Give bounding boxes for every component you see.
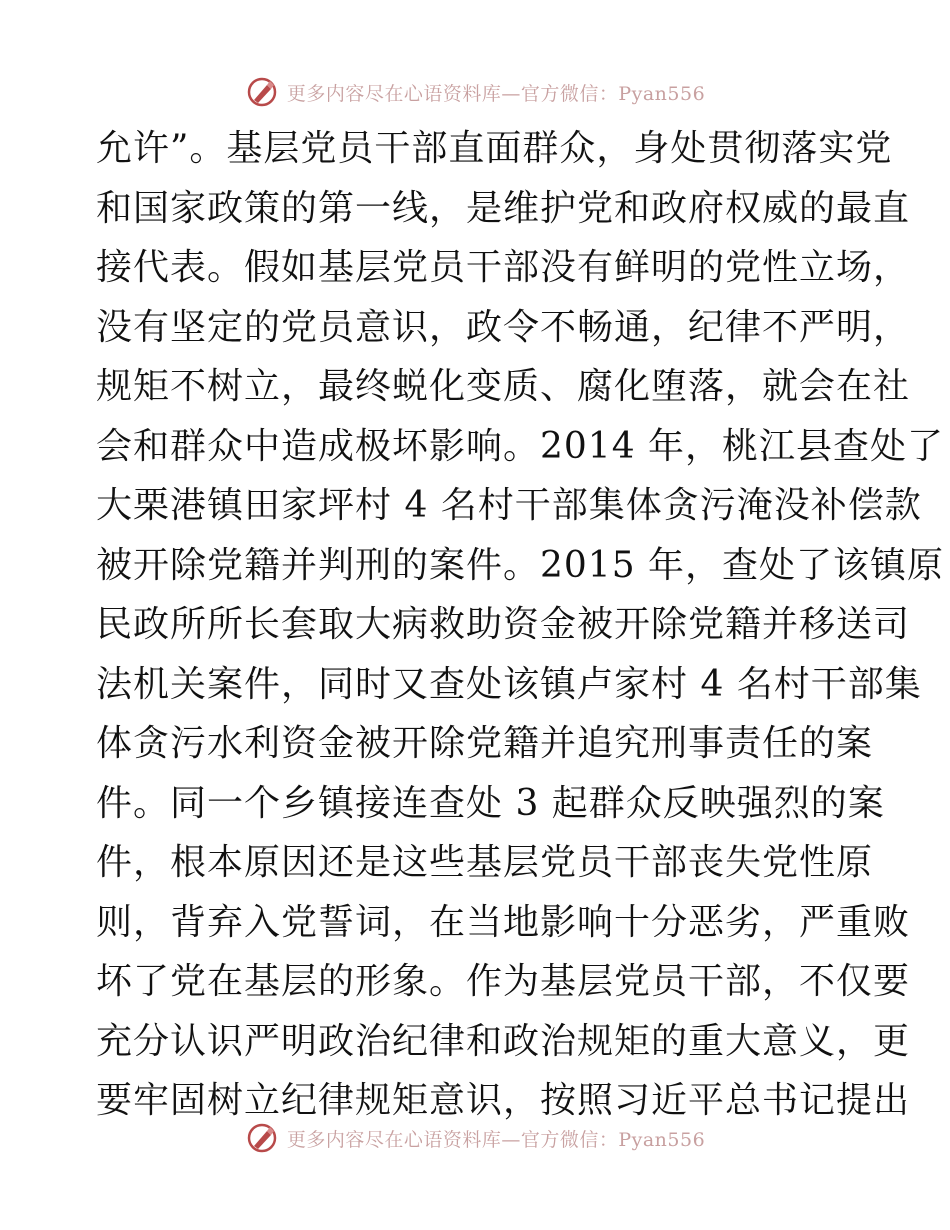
pen-logo-icon [245,75,279,109]
text-line: 大栗港镇田家坪村 4 名村干部集体贪污淹没补偿款 [96,485,922,526]
footer-watermark-text: 更多内容尽在心语资料库—官方微信：Pyan556 [286,1128,706,1151]
text-line: 规矩不树立，最终蜕化变质、腐化堕落，就会在社 [96,366,911,407]
text-line: 件。同一个乡镇接连查处 3 起群众反映强烈的案 [96,782,885,824]
text-line: 件，根本原因还是这些基层党员干部丧失党性原 [96,842,874,883]
text-line: 法机关案件，同时又查处该镇卢家村 4 名村干部集 [96,663,922,705]
text-line: 允许”。基层党员干部直面群众，身处贯彻落实党 [96,128,893,169]
pen-logo-icon [245,1121,279,1155]
header-watermark-text: 更多内容尽在心语资料库—官方微信：Pyan556 [286,82,706,105]
text-line: 被开除党籍并判刑的案件。2015 年，查处了该镇原 [96,544,945,586]
text-line: 没有坚定的党员意识，政令不畅通，纪律不严明， [96,306,911,348]
text-line: 和国家政策的第一线，是维护党和政府权威的最直 [96,187,911,229]
text-line: 民政所所长套取大病救助资金被开除党籍并移送司 [96,604,911,645]
text-line: 会和群众中造成极坏影响。2014 年，桃江县查处了 [96,425,945,467]
text-line: 坏了党在基层的形象。作为基层党员干部，不仅要 [96,961,911,1002]
header-watermark [0,72,950,112]
text-line: 则，背弃入党誓词，在当地影响十分恶劣，严重败 [96,901,911,943]
footer-watermark [0,1118,950,1158]
body-text [96,119,945,1131]
text-line: 体贪污水利资金被开除党籍并追究刑事责任的案 [96,723,874,764]
text-line: 要牢固树立纪律规矩意识，按照习近平总书记提出 [96,1080,911,1121]
text-line: 充分认识严明政治纪律和政治规矩的重大意义，更 [96,1020,911,1062]
text-line: 接代表。假如基层党员干部没有鲜明的党性立场， [96,247,911,288]
